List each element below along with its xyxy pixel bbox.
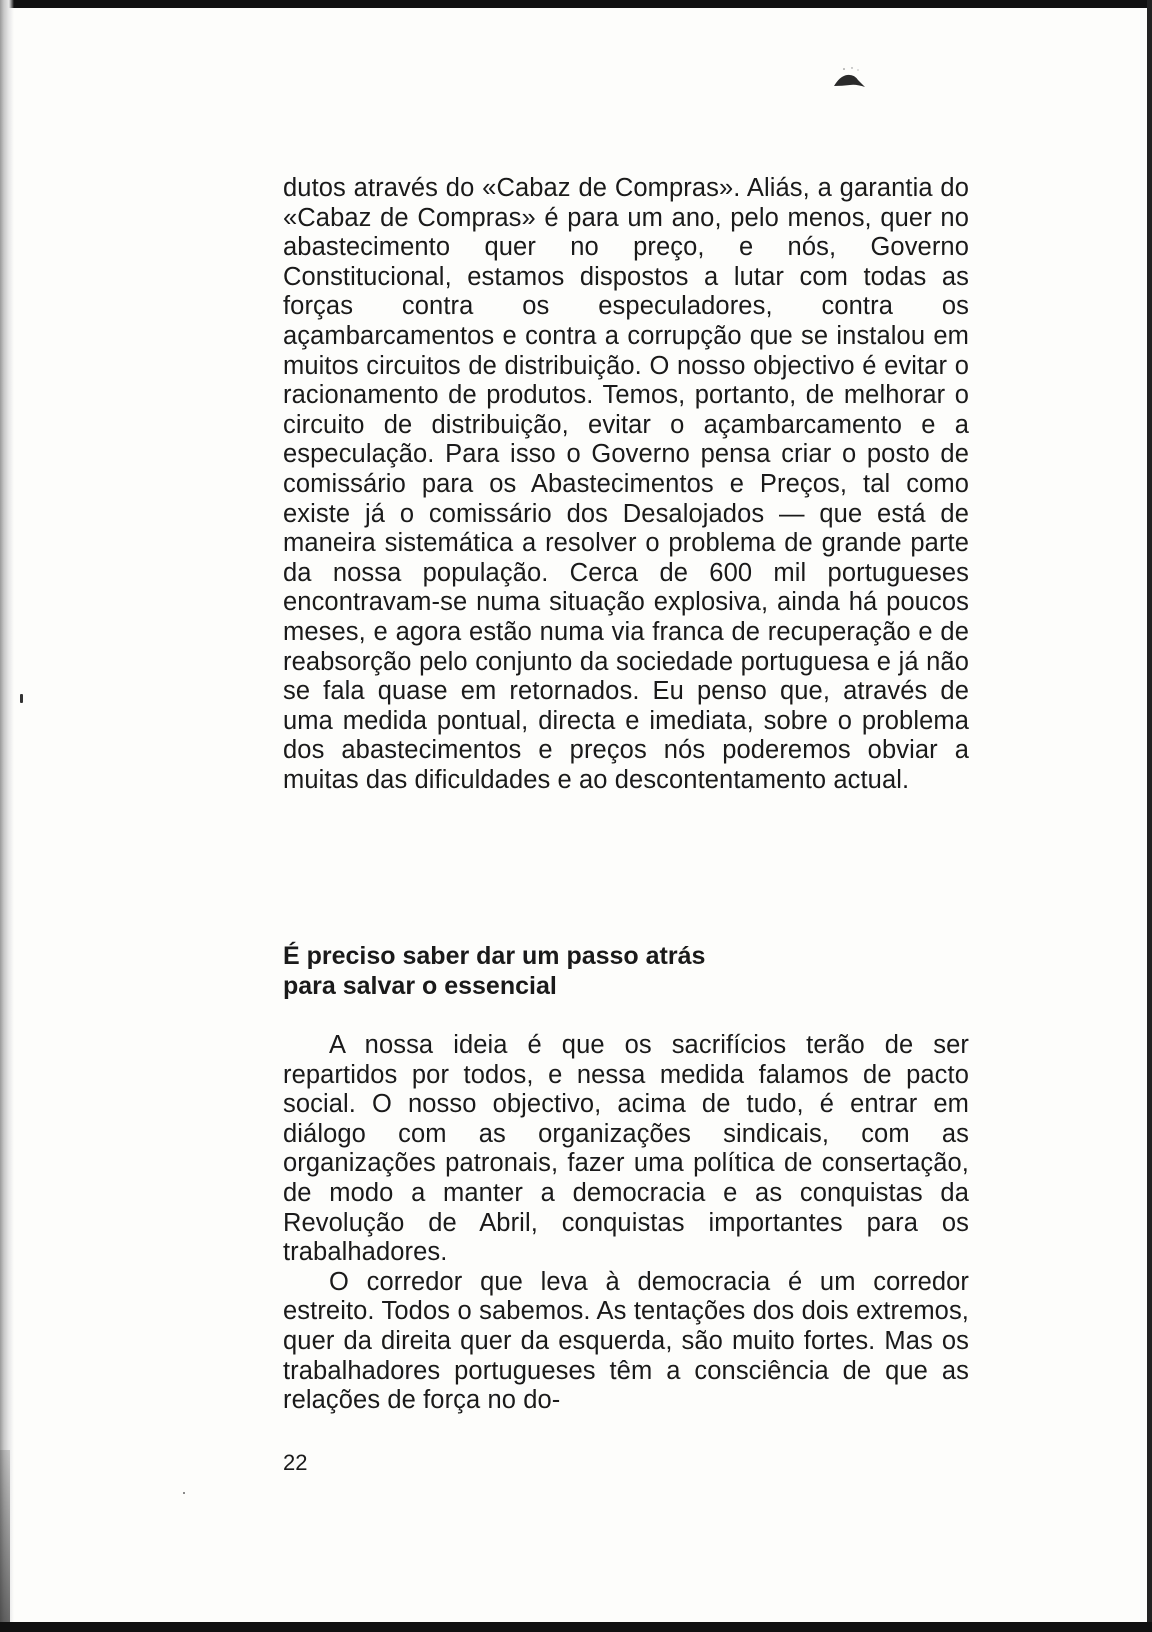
opening-text-block xyxy=(283,174,969,795)
scan-left-edge xyxy=(0,0,14,1632)
section-paragraph-1: A nossa ideia é que os sacrifícios terão de ser repartidos por todos, e nessa medida falamos de pacto social. O nosso objectivo, acima de tudo, é entrar em diálogo com as organizações sindicais, com as organizações patronais, fazer uma política de consertação, de modo a manter a democracia e as conquistas da Revolução de Abril, conquistas importantes para os trabalhadores. xyxy=(283,1031,969,1267)
page-number: 22 xyxy=(283,1450,308,1475)
scan-left-shadow xyxy=(0,1450,10,1632)
section-heading-line-1: É preciso saber dar um passo atrás xyxy=(283,942,706,970)
scan-right-edge xyxy=(1147,0,1152,1632)
section-heading-line-2: para salvar o essencial xyxy=(283,972,557,1000)
opening-paragraph: dutos através do «Cabaz de Compras». Aliás, a garantia do «Cabaz de Compras» é para um ano, pelo menos, quer no abastecimento quer no preço, e nós, Governo Constitucional, estamos dispostos a lutar com todas as forças contra os especuladores, contra os açambarcamentos e contra a corrupção que se instalou em muitos circuitos de distribuição. O nosso objectivo é evitar o racionamento de produtos. Temos, portanto, de melhorar o circuito de distribuição, evitar o açambarcamento e a especulação. Para isso o Governo pensa criar o posto de comissário para os Abastecimentos e Preços, tal como existe já o comissário dos Desalojados — que está de maneira sistemática a resolver o problema de grande parte da nossa população. Cerca de 600 mil portugueses encontravam-se numa situação explosiva, ainda há poucos meses, e agora estão numa via franca de recuperação e de reabsorção pelo conjunto da sociedade portuguesa e já não se fala quase em retornados. Eu penso que, através de uma medida pontual, directa e imediata, sobre o problema dos abastecimentos e preços nós poderemos obviar a muitas das dificuldades e ao descontentamento actual. xyxy=(283,174,969,794)
scan-bottom-edge xyxy=(0,1622,1152,1632)
section-paragraph-2: O corredor que leva à democracia é um corredor estreito. Todos o sabemos. As tentações dos dois extremos, quer da direita quer da esquerda, são muito fortes. Mas os trabalhadores portugueses têm a consciência de que as relações de força no do- xyxy=(283,1267,969,1415)
section-body xyxy=(283,1031,969,1416)
ink-smudge xyxy=(832,66,866,90)
stray-ink-dot xyxy=(183,1492,185,1494)
scan-top-edge xyxy=(0,0,1152,8)
section-heading xyxy=(283,941,969,1001)
stray-ink-mark xyxy=(20,694,23,703)
